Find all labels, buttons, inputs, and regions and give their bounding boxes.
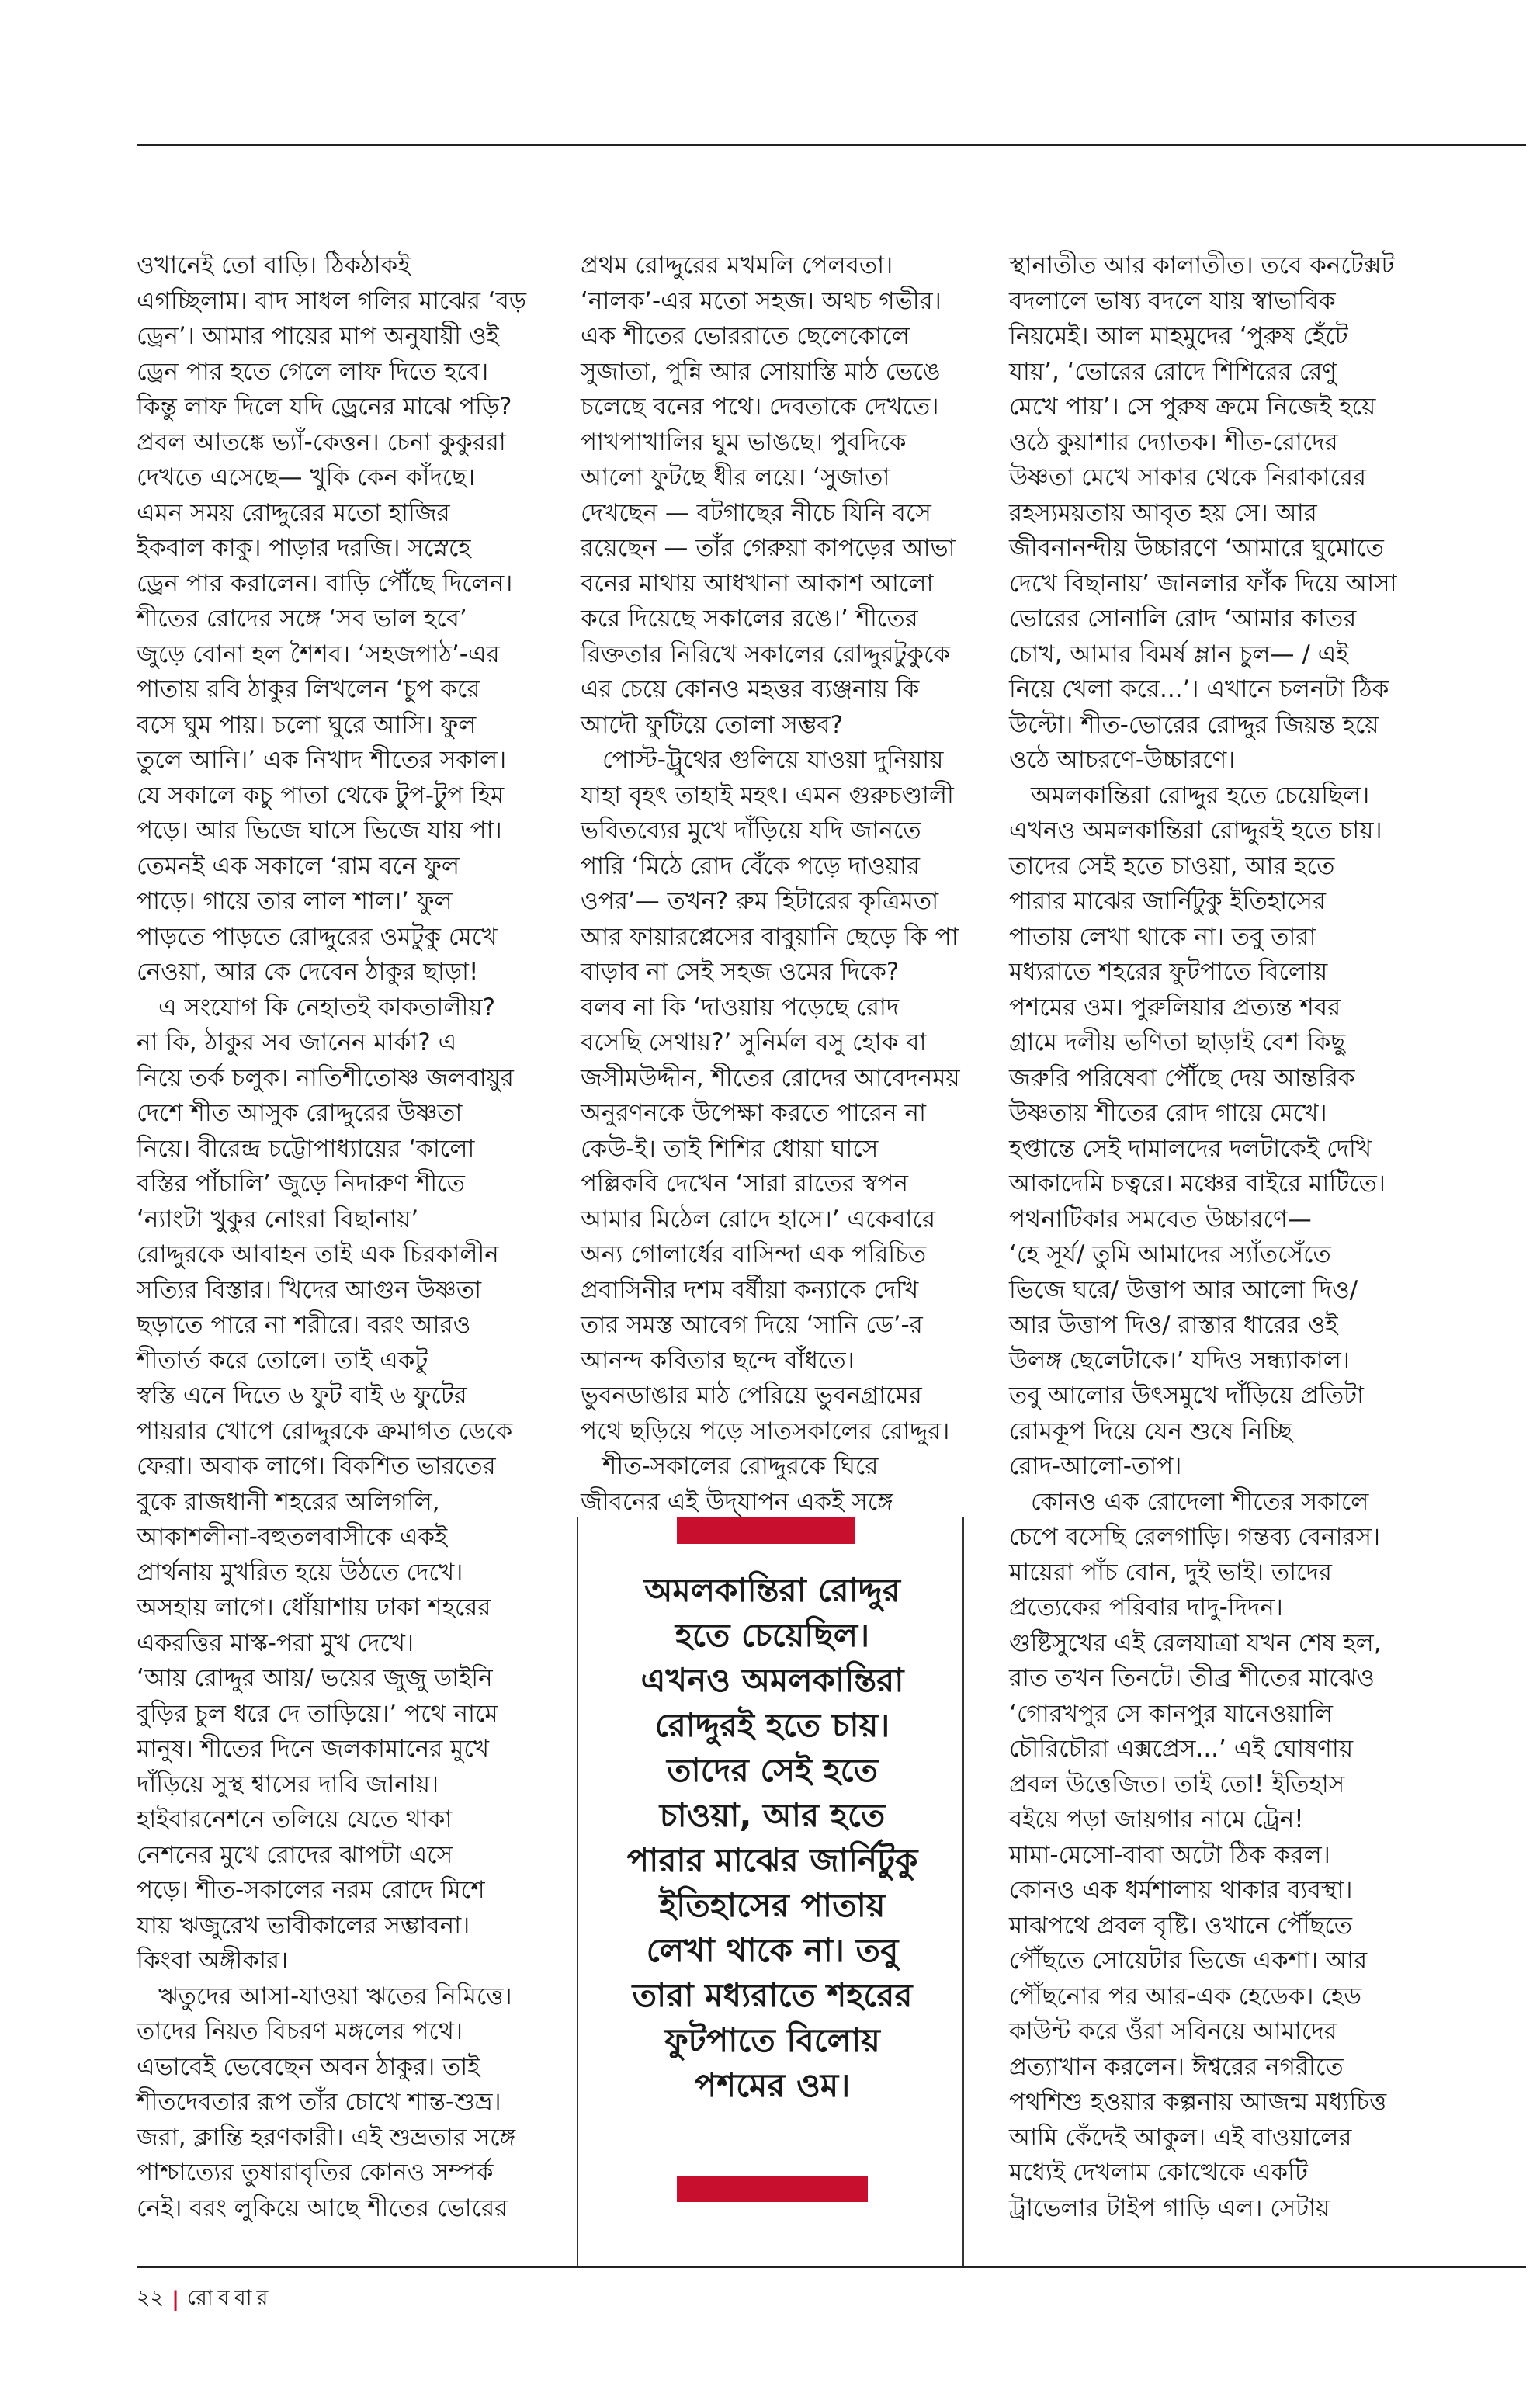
article-line: কিন্তু লাফ দিলে যদি ড্রেনের মাঝে পড়ি? bbox=[137, 393, 512, 421]
article-line: আমি কেঁদেই আকুল। এই বাওয়ালের bbox=[1009, 2123, 1352, 2152]
article-line: আমার মিঠেল রোদে হাসে।’ একেবারে bbox=[581, 1205, 936, 1233]
article-line: তেমনই এক সকালে ‘রাম বনে ফুল bbox=[137, 851, 460, 880]
article-line: রোমকূপ দিয়ে যেন শুষে নিচ্ছি bbox=[1009, 1417, 1292, 1445]
article-line: পায়রার খোপে রোদ্দুরকে ক্রমাগত ডেকে bbox=[137, 1417, 513, 1445]
article-line: এ সংযোগ কি নেহাতই কাকতালীয়? bbox=[158, 993, 496, 1021]
article-line: পাড়ে। গায়ে তার লাল শাল।’ ফুল bbox=[137, 887, 453, 915]
article-line: পড়ে। শীত-সকালের নরম রোদে মিশে bbox=[137, 1876, 485, 1904]
article-line: রিক্ততার নিরিখে সকালের রোদ্দুরটুকুকে bbox=[581, 640, 951, 668]
article-line: বসে ঘুম পায়। চলো ঘুরে আসি। ফুল bbox=[137, 710, 477, 739]
article-line: বদলালে ভাষ্য বদলে যায় স্বাভাবিক bbox=[1009, 286, 1336, 315]
article-line: যায়’, ‘ভোরের রোদে শিশিরের রেণু bbox=[1009, 357, 1337, 386]
article-line: চেপে বসেছি রেলগাড়ি। গন্তব্য বেনারস। bbox=[1009, 1523, 1381, 1551]
article-line: করে দিয়েছে সকালের রঙে।’ শীতের bbox=[581, 605, 918, 633]
pullquote-line: লেখা থাকে না। তবু bbox=[646, 1931, 899, 1969]
article-line: মানুষ। শীতের দিনে জলকামানের মুখে bbox=[137, 1735, 490, 1763]
article-line: মায়েরা পাঁচ বোন, দুই ভাই। তাদের bbox=[1009, 1558, 1332, 1587]
article-line: শীত-সকালের রোদ্দুরকে ঘিরে bbox=[602, 1452, 879, 1480]
article-line: প্রবাসিনীর দশম বর্ষীয়া কন্যাকে দেখি bbox=[581, 1275, 919, 1304]
article-line: প্রত্যেকের পরিবার দাদু-দিদন। bbox=[1009, 1594, 1283, 1621]
article-line: ওঠে আচরণে-উচ্চারণে। bbox=[1009, 746, 1236, 774]
pullquote-line: হতে চেয়েছিল। bbox=[675, 1616, 870, 1654]
article-line: মধ্যরাতে শহরের ফুটপাতে বিলোয় bbox=[1009, 958, 1328, 986]
article-line: তার সমস্ত আবেগ দিয়ে ‘সানি ডে’-র bbox=[581, 1311, 923, 1339]
article-line: অসহায় লাগে। ধোঁয়াশায় ঢাকা শহরের bbox=[137, 1594, 491, 1621]
pullquote-line: পশমের ওম। bbox=[694, 2066, 851, 2104]
article-line: ভিজে ঘরে/ উত্তাপ আর আলো দিও/ bbox=[1009, 1275, 1358, 1304]
article-line: বুড়ির চুল ধরে দে তাড়িয়ে।’ পথে নামে bbox=[137, 1699, 498, 1728]
article-line: এভাবেই ভেবেছেন অবন ঠাকুর। তাই bbox=[137, 2052, 480, 2081]
article-line: শীতদেবতার রূপ তাঁর চোখে শান্ত-শুভ্র। bbox=[137, 2088, 501, 2116]
article-line: তবু আলোর উৎসমুখে দাঁড়িয়ে প্রতিটা bbox=[1009, 1382, 1365, 1410]
article-line: ভুবনডাঙার মাঠ পেরিয়ে ভুবনগ্রামের bbox=[581, 1382, 922, 1410]
article-line: পোস্ট-ট্রুথের গুলিয়ে যাওয়া দুনিয়ায় bbox=[602, 746, 944, 774]
article-line: বুকে রাজধানী শহরের অলিগলি, bbox=[137, 1487, 440, 1516]
article-line: স্বস্তি এনে দিতে ৬ ফুট বাই ৬ ফুটের bbox=[137, 1382, 467, 1410]
article-line: শীতার্ত করে তোলে। তাই একটু bbox=[137, 1346, 428, 1375]
article-line: ‘নালক’-এর মতো সহজ। অথচ গভীর। bbox=[581, 286, 942, 315]
article-line: জীবনের এই উদ্‌যাপন একই সঙ্গে bbox=[581, 1487, 893, 1516]
article-line: যে সকালে কচু পাতা থেকে টুপ-টুপ হিম bbox=[137, 781, 505, 810]
article-line: জুড়ে বোনা হল শৈশব। ‘সহজপাঠ’-এর bbox=[137, 640, 500, 668]
article-line: অনুরণনকে উপেক্ষা করতে পারেন না bbox=[581, 1099, 926, 1127]
article-line: কোনও এক ধর্মশালায় থাকার ব্যবস্থা। bbox=[1009, 1876, 1353, 1904]
article-line: জসীমউদ্দীন, শীতের রোদের আবেদনময় bbox=[581, 1063, 960, 1092]
article-line: প্রত্যাখান করলেন। ঈশ্বরের নগরীতে bbox=[1009, 2052, 1344, 2081]
top-rule bbox=[137, 144, 1526, 146]
article-line: বনের মাথায় আধখানা আকাশ আলো bbox=[581, 569, 934, 598]
article-line: ড্রেন’। আমার পায়ের মাপ অনুযায়ী ওই bbox=[137, 322, 499, 350]
article-line: একরত্তির মাস্ক-পরা মুখ দেখে। bbox=[137, 1628, 414, 1657]
pullquote-line: পারার মাঝের জার্নিটুকু bbox=[626, 1841, 918, 1879]
article-line: ছড়াতে পারে না শরীরে। বরং আরও bbox=[137, 1311, 471, 1339]
article-line: হাইবারনেশনে তলিয়ে যেতে থাকা bbox=[137, 1805, 453, 1833]
article-line: পাতায় লেখা থাকে না। তবু তারা bbox=[1009, 922, 1316, 951]
article-line: মাঝপথে প্রবল বৃষ্টি। ওখানে পৌঁছতে bbox=[1009, 1911, 1353, 1940]
article-line: জরা, ক্লান্তি হরণকারী। এই শুভ্রতার সঙ্গে bbox=[137, 2123, 516, 2152]
article-line: পড়ে। আর ভিজে ঘাসে ভিজে যায় পা। bbox=[137, 817, 502, 844]
article-line: দেখে বিছানায়’ জানলার ফাঁক দিয়ে আসা bbox=[1009, 569, 1397, 598]
article-line: পৌঁছনোর পর আর-এক হেডেক। হেড bbox=[1009, 1982, 1362, 2010]
article-column-2 bbox=[581, 248, 969, 1520]
article-line: ‘গোরখপুর সে কানপুর যানেওয়ালি bbox=[1009, 1699, 1333, 1728]
article-line: ড্রেন পার হতে গেলে লাফ দিতে হবে। bbox=[137, 357, 489, 386]
article-line: ট্রাভেলার টাইপ গাড়ি এল। সেটায় bbox=[1009, 2194, 1330, 2222]
article-line: তাদের সেই হতে চাওয়া, আর হতে bbox=[1009, 851, 1335, 880]
article-line: হপ্তান্তে সেই দামালদের দলটাকেই দেখি bbox=[1009, 1134, 1372, 1163]
pullquote-line: ইতিহাসের পাতায় bbox=[659, 1886, 886, 1924]
article-line: উষ্ণতায় শীতের রোদ গায়ে মেখে। bbox=[1009, 1099, 1327, 1127]
article-line: প্রবল উত্তেজিত। তাই তো! ইতিহাস bbox=[1009, 1770, 1345, 1798]
article-line: ড্রেন পার করালেন। বাড়ি পৌঁছে দিলেন। bbox=[137, 569, 513, 598]
article-line: ঋতুদের আসা-যাওয়া ঋতের নিমিত্তে। bbox=[158, 1982, 512, 2010]
article-line: মধ্যেই দেখলাম কোত্থেকে একটি bbox=[1009, 2159, 1308, 2187]
article-line: পাশ্চাত্যের তুষারাবৃতির কোনও সম্পর্ক bbox=[137, 2159, 494, 2187]
article-line: নিয়ে। বীরেন্দ্র চট্টোপাধ্যায়ের ‘কালো bbox=[137, 1134, 475, 1163]
pullquote-accent-bar-top bbox=[677, 1517, 855, 1544]
article-line: গুষ্টিসুখের এই রেলযাত্রা যখন শেষ হল, bbox=[1009, 1628, 1382, 1657]
article-line: পারি ‘মিঠে রোদ বেঁকে পড়ে দাওয়ার bbox=[581, 851, 921, 880]
article-line: চৌরিচৌরা এক্সপ্রেস...’ এই ঘোষণায় bbox=[1009, 1735, 1354, 1763]
article-line: ‘আয় রোদ্দুর আয়/ ভয়ের জুজু ডাইনি bbox=[137, 1664, 493, 1692]
article-line: তুলে আনি।’ এক নিখাদ শীতের সকাল। bbox=[137, 746, 507, 774]
article-line: মেখে পায়’। সে পুরুষ ক্রমে নিজেই হয়ে bbox=[1009, 393, 1376, 421]
article-line: কোনও এক রোদেলা শীতের সকালে bbox=[1031, 1487, 1369, 1516]
article-line: পথশিশু হওয়ার কল্পনায় আজন্ম মধ্যচিত্ত bbox=[1009, 2088, 1387, 2116]
magazine-name: রোববার bbox=[187, 2286, 273, 2310]
pullquote-line: ফুটপাতে বিলোয় bbox=[664, 2021, 880, 2059]
article-line: সুজাতা, পুন্নি আর সোয়াস্তি মাঠ ভেঙে bbox=[581, 357, 941, 386]
article-line: সত্যির বিস্তার। খিদের আগুন উষ্ণতা bbox=[137, 1275, 482, 1304]
article-line: যাহা বৃহৎ তাহাই মহৎ। এমন গুরুচণ্ডালী bbox=[581, 781, 954, 810]
article-line: পশমের ওম। পুরুলিয়ার প্রত্যন্ত শবর bbox=[1009, 993, 1341, 1021]
article-line: উলঙ্গ ছেলেটাকে।’ যদিও সন্ধ্যাকাল। bbox=[1009, 1346, 1350, 1375]
pullquote-divider-right bbox=[962, 1517, 964, 2266]
pullquote-line: এখনও অমলকান্তিরা bbox=[640, 1661, 904, 1699]
article-line: রাত তখন তিনটে। তীব্র শীতের মাঝেও bbox=[1009, 1664, 1375, 1692]
pullquote-accent-bar-bottom bbox=[677, 2176, 868, 2202]
pullquote bbox=[590, 1568, 955, 2108]
article-line: প্রবল আতঙ্কে ভ্যাঁ-কেত্তন। চেনা কুকুররা bbox=[137, 428, 506, 456]
article-line: পল্লিকবি দেখেন ‘সারা রাতের স্বপন bbox=[581, 1170, 908, 1198]
pullquote-divider-left bbox=[577, 1517, 578, 2266]
article-line: মামা-মেসো-বাবা অটো ঠিক করল। bbox=[1009, 1840, 1330, 1869]
article-line: দেখছেন — বটগাছের নীচে যিনি বসে bbox=[581, 498, 931, 527]
article-line: ‘ন্যাংটা খুকুর নোংরা বিছানায়’ bbox=[137, 1205, 419, 1233]
article-line: ইকবাল কাকু। পাড়ার দরজি। সস্নেহে bbox=[137, 534, 471, 562]
pullquote-line: তারা মধ্যরাতে শহরের bbox=[632, 1976, 913, 2014]
article-line: রোদ-আলো-তাপ। bbox=[1009, 1452, 1182, 1480]
article-line: চোখ, আমার বিমর্ষ ম্লান চুল— / এই bbox=[1009, 640, 1349, 668]
article-line: রোদ্দুরকে আবাহন তাই এক চিরকালীন bbox=[137, 1240, 499, 1268]
article-line: এখনও অমলকান্তিরা রোদ্দুরই হতে চায়। bbox=[1009, 817, 1382, 844]
article-column-1 bbox=[137, 248, 532, 2226]
page-footer bbox=[137, 2282, 272, 2317]
article-line: বাড়াব না সেই সহজ ওমের দিকে? bbox=[581, 958, 900, 986]
article-line: না কি, ঠাকুর সব জানেন মার্কা? এ bbox=[137, 1028, 457, 1056]
article-line: জরুরি পরিষেবা পৌঁছে দেয় আন্তরিক bbox=[1009, 1063, 1355, 1092]
article-line: রয়েছেন — তাঁর গেরুয়া কাপড়ের আভা bbox=[581, 534, 956, 562]
article-line: ভবিতব্যের মুখে দাঁড়িয়ে যদি জানতে bbox=[581, 817, 921, 844]
article-line: দেশে শীত আসুক রোদ্দুরের উষ্ণতা bbox=[137, 1099, 463, 1127]
article-line: প্রথম রোদ্দুরের মখমলি পেলবতা। bbox=[581, 251, 893, 279]
article-line: আর ফায়ারপ্লেসের বাবুয়ানি ছেড়ে কি পা bbox=[581, 922, 959, 951]
article-line: পথে ছড়িয়ে পড়ে সাতসকালের রোদ্দুর। bbox=[581, 1417, 950, 1445]
article-line: ওখানেই তো বাড়ি। ঠিকঠাকই bbox=[137, 251, 411, 279]
article-line: শীতের রোদের সঙ্গে ‘সব ভাল হবে’ bbox=[137, 605, 467, 633]
article-line: পাড়তে পাড়তে রোদ্দুরের ওমটুকু মেখে bbox=[137, 922, 498, 951]
article-line: নেশনের মুখে রোদের ঝাপটা এসে bbox=[137, 1840, 453, 1869]
article-line: আলো ফুটছে ধীর লয়ে। ‘সুজাতা bbox=[581, 463, 890, 491]
article-line: দাঁড়িয়ে সুস্থ শ্বাসের দাবি জানায়। bbox=[137, 1770, 439, 1798]
article-line: উল্টো। শীত-ভোরের রোদ্দুর জিয়ন্ত হয়ে bbox=[1009, 710, 1379, 739]
article-line: গ্রামে দলীয় ভণিতা ছাড়াই বেশ কিছু bbox=[1009, 1028, 1346, 1056]
article-line: ‘হে সূর্য/ তুমি আমাদের স্যাঁতসেঁতে bbox=[1009, 1240, 1331, 1268]
article-line: আকাদেমি চত্বরে। মঞ্চের বাইরে মাটিতে। bbox=[1009, 1170, 1386, 1198]
article-line: ওঠে কুয়াশার দ্যোতক। শীত-রোদের bbox=[1009, 428, 1338, 456]
pullquote-line: চাওয়া, আর হতে bbox=[659, 1796, 886, 1834]
article-line: ফেরা। অবাক লাগে। বিকশিত ভারতের bbox=[137, 1452, 496, 1480]
article-line: এক শীতের ভোররাতে ছেলেকোলে bbox=[581, 322, 910, 350]
article-line: আর উত্তাপ দিও/ রাস্তার ধারের ওই bbox=[1009, 1311, 1338, 1339]
article-line: আদৌ ফুটিয়ে তোলা সম্ভব? bbox=[581, 710, 844, 739]
article-line: নিয়ে খেলা করে...’। এখানে চলনটা ঠিক bbox=[1009, 675, 1389, 703]
article-line: পারার মাঝের জার্নিটুকু ইতিহাসের bbox=[1009, 887, 1327, 915]
article-line: বইয়ে পড়া জায়গার নামে ট্রেন! bbox=[1009, 1805, 1304, 1833]
article-line: আনন্দ কবিতার ছন্দে বাঁধতে। bbox=[581, 1346, 855, 1375]
article-line: নেওয়া, আর কে দেবেন ঠাকুর ছাড়া! bbox=[137, 958, 479, 986]
article-line: উষ্ণতা মেখে সাকার থেকে নিরাকারের bbox=[1009, 463, 1366, 491]
article-line: চলেছে বনের পথে। দেবতাকে দেখতে। bbox=[581, 393, 939, 421]
pullquote-line: তাদের সেই হতে bbox=[666, 1751, 879, 1789]
pullquote-line: রোদ্দুরই হতে চায়। bbox=[654, 1706, 890, 1744]
page-number: ২২ bbox=[137, 2286, 165, 2310]
article-line: নিয়মেই। আল মাহমুদের ‘পুরুষ হেঁটে bbox=[1009, 322, 1348, 350]
article-line: বস্তির পাঁচালি’ জুড়ে নিদারুণ শীতে bbox=[137, 1170, 465, 1198]
article-line: জীবনানন্দীয় উচ্চারণে ‘আমারে ঘুমোতে bbox=[1009, 534, 1384, 562]
article-line: দেখতে এসেছে— খুকি কেন কাঁদছে। bbox=[137, 463, 476, 491]
article-line: পৌঁছতে সোয়েটার ভিজে একশা। আর bbox=[1009, 1947, 1368, 1975]
article-line: এমন সময় রোদ্দুরের মতো হাজির bbox=[137, 498, 450, 527]
article-line: ওপর’— তখন? রুম হিটারের কৃত্রিমতা bbox=[581, 887, 939, 915]
article-line: নিয়ে তর্ক চলুক। নাতিশীতোষ্ণ জলবায়ুর bbox=[137, 1063, 514, 1092]
article-line: বসেছি সেথায়?’ সুনির্মল বসু হোক বা bbox=[581, 1028, 927, 1056]
article-line: রহস্যময়তায় আবৃত হয় সে। আর bbox=[1009, 498, 1317, 527]
article-line: পাখপাখালির ঘুম ভাঙছে। পুবদিকে bbox=[581, 428, 907, 456]
article-line: পথনাটিকার সমবেত উচ্চারণে— bbox=[1009, 1205, 1312, 1233]
article-line: যায় ঋজুরেখ ভাবীকালের সম্ভাবনা। bbox=[137, 1911, 470, 1940]
article-line: কিংবা অঙ্গীকার। bbox=[137, 1947, 289, 1975]
footer-separator: | bbox=[172, 2287, 179, 2311]
article-line: বলব না কি ‘দাওয়ায় পড়েছে রোদ bbox=[581, 993, 900, 1021]
article-line: অমলকান্তিরা রোদ্দুর হতে চেয়েছিল। bbox=[1031, 781, 1370, 810]
article-line: কাউন্ট করে ওঁরা সবিনয়ে আমাদের bbox=[1009, 2017, 1337, 2045]
article-line: স্থানাতীত আর কালাতীত। তবে কনটেক্সট bbox=[1009, 251, 1395, 279]
article-line: ভোরের সোনালি রোদ ‘আমার কাতর bbox=[1009, 605, 1357, 633]
article-line: অন্য গোলার্ধের বাসিন্দা এক পরিচিত bbox=[581, 1240, 927, 1268]
article-column-3 bbox=[1009, 248, 1413, 2226]
article-line: আকাশলীনা-বহুতলবাসীকে একই bbox=[137, 1523, 448, 1551]
article-line: কেউ-ই। তাই শিশির ধোয়া ঘাসে bbox=[581, 1134, 879, 1163]
article-line: তাদের নিয়ত বিচরণ মঙ্গলের পথে। bbox=[137, 2017, 463, 2045]
article-line: পাতায় রবি ঠাকুর লিখলেন ‘চুপ করে bbox=[137, 675, 480, 703]
article-line: প্রার্থনায় মুখরিত হয়ে উঠতে দেখে। bbox=[137, 1558, 463, 1587]
bottom-rule bbox=[137, 2266, 1526, 2268]
article-line: এগচ্ছিলাম। বাদ সাধল গলির মাঝের ‘বড় bbox=[137, 286, 526, 315]
pullquote-line: অমলকান্তিরা রোদ্দুর bbox=[644, 1571, 900, 1609]
article-line: এর চেয়ে কোনও মহত্তর ব্যঞ্জনায় কি bbox=[581, 675, 920, 703]
article-line: নেই। বরং লুকিয়ে আছে শীতের ভোরের bbox=[137, 2194, 508, 2222]
